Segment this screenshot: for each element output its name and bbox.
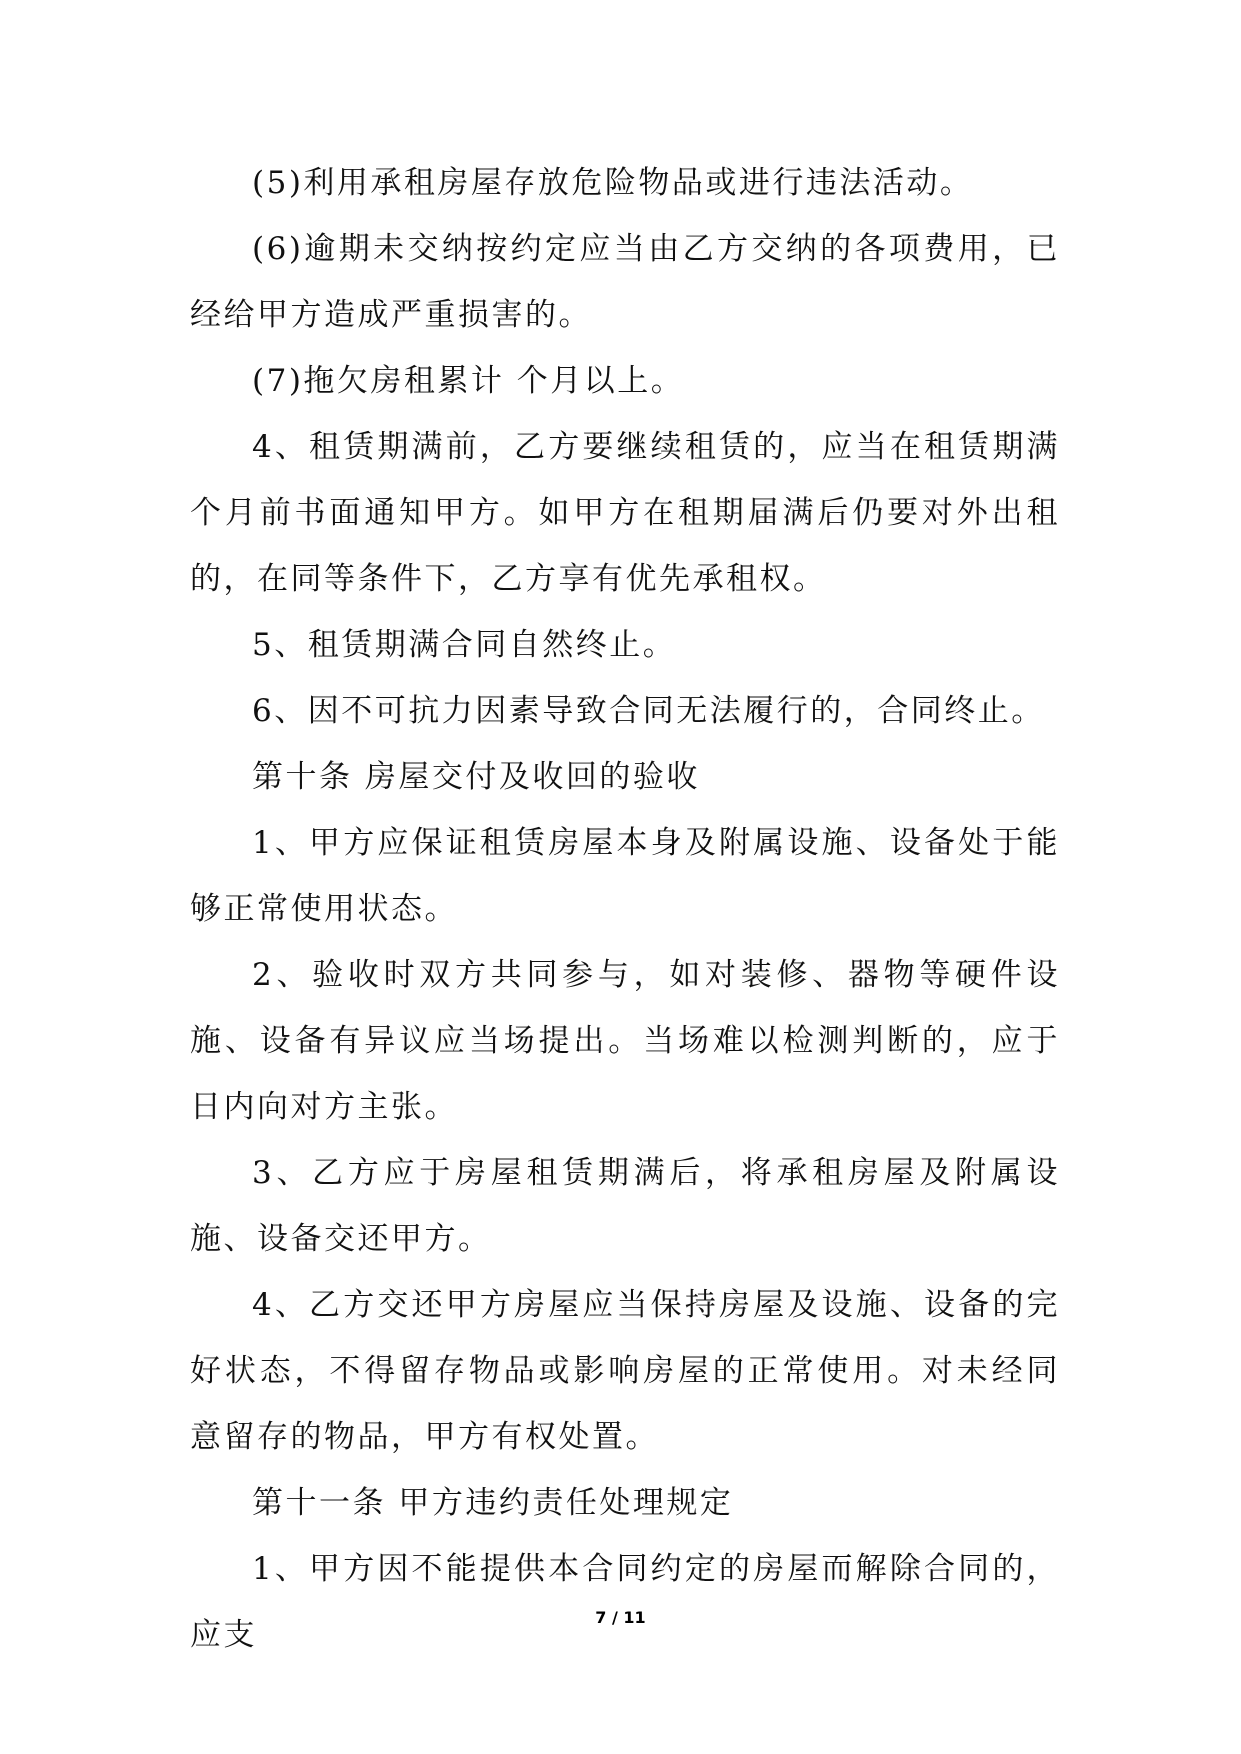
paragraph-clause-5-dangerous-goods: (5)利用承租房屋存放危险物品或进行违法活动。 bbox=[252, 165, 974, 201]
paragraph-clause-7-rent-arrears: (7)拖欠房租累计 个月以上。 bbox=[252, 363, 685, 399]
section-heading-article-11: 第十一条 甲方违约责任处理规定 bbox=[252, 1485, 734, 1521]
paragraph-article-10-item-2: 2、验收时双方共同参与，如对装修、器物等硬件设施、设备有异议应当场提出。当场难以检测判断的，应于 日内向对方主张。 bbox=[190, 957, 1060, 1125]
paragraph-article-11-item-1: 1、甲方因不能提供本合同约定的房屋而解除合同的，应支 bbox=[190, 1551, 1060, 1653]
paragraph-article-10-item-3: 3、乙方应于房屋租赁期满后，将承租房屋及附属设施、设备交还甲方。 bbox=[190, 1155, 1060, 1257]
paragraph-clause-6-overdue-fees: (6)逾期未交纳按约定应当由乙方交纳的各项费用，已经给甲方造成严重损害的。 bbox=[190, 231, 1060, 333]
page-number: 7 / 11 bbox=[595, 1608, 646, 1627]
section-heading-article-10: 第十条 房屋交付及收回的验收 bbox=[252, 759, 700, 795]
paragraph-item-6-force-majeure: 6、因不可抗力因素导致合同无法履行的，合同终止。 bbox=[252, 693, 1045, 729]
document-body bbox=[190, 150, 1060, 1668]
paragraph-article-10-item-4: 4、乙方交还甲方房屋应当保持房屋及设施、设备的完好状态，不得留存物品或影响房屋的正常使用。对未经同意留存的物品，甲方有权处置。 bbox=[190, 1287, 1060, 1455]
paragraph-item-5-natural-termination: 5、租赁期满合同自然终止。 bbox=[252, 627, 677, 663]
paragraph-item-4-renewal: 4、租赁期满前，乙方要继续租赁的，应当在租赁期满 个月前书面通知甲方。如甲方在租期届满后仍要对外出租的，在同等条件下，乙方享有优先承租权。 bbox=[190, 429, 1060, 597]
paragraph-article-10-item-1: 1、甲方应保证租赁房屋本身及附属设施、设备处于能够正常使用状态。 bbox=[190, 825, 1060, 927]
